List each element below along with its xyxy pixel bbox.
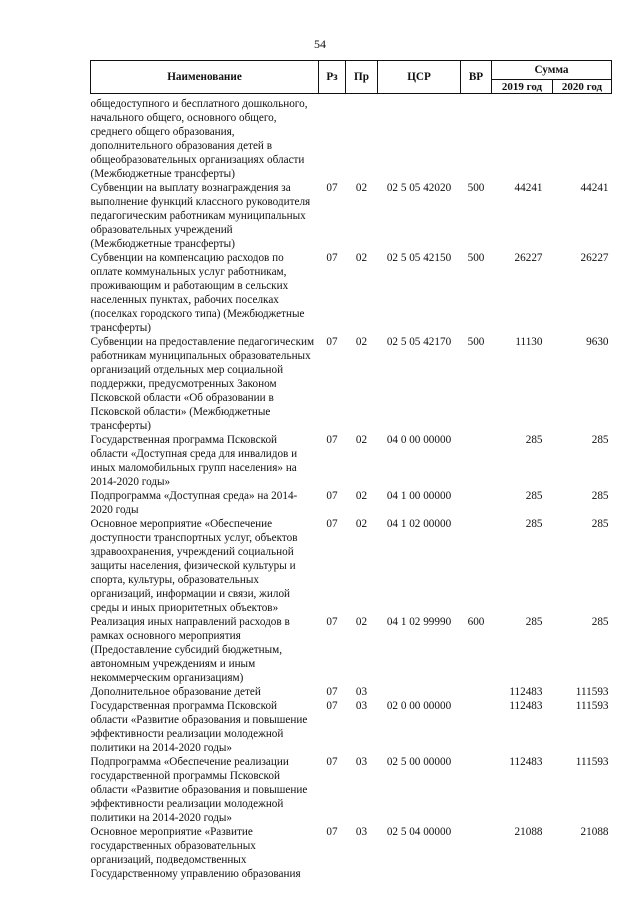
row-rz: 07 [326,756,338,768]
row-sum-2019: 11130 [515,336,543,348]
row-name: Подпрограмма «Обеспечение реализации государственной программы Псковской области «Развитие образования и повышение эффективности реализации молодежной политики на 2014-2020 годы» [90,756,308,824]
row-sum-2019 [492,94,553,182]
row-csr: 02 5 04 00000 [386,826,452,838]
row-vr [461,755,492,825]
header-csr: ЦСР [378,61,461,94]
row-sum-2020: 285 [591,490,609,502]
row-name: Субвенции на выплату вознаграждения за выполнение функций классного руководителя педагогическим работникам муниципальных образовательных учреждений (Межбюджетные трансферты) [90,182,311,250]
row-pr: 02 [355,518,368,530]
row-rz: 07 [326,700,338,712]
row-sum-2019: 112483 [509,700,543,712]
table-body [91,94,612,882]
row-rz: 07 [326,434,338,446]
row-sum-2020: 44241 [580,182,609,194]
row-sum-2019: 285 [525,490,543,502]
row-vr [461,685,492,699]
row-pr: 02 [355,434,368,446]
row-vr: 500 [467,336,485,348]
header-sum: Сумма [492,61,612,80]
row-name: Государственная программа Псковской области «Доступная среда для инвалидов и иных маломобильных групп населения» на 2014-2020 годы» [90,434,298,488]
row-pr: 02 [355,490,368,502]
page-number: 54 [314,37,326,51]
row-name: Субвенции на предоставление педагогическим работникам муниципальных образовательных организаций отдельных мер социальной поддержки, предусмотренных Законом Псковской области «Об образовании в Псковской области» (Межбюджетные трансферты) [90,336,315,432]
row-name: Основное мероприятие «Обеспечение доступности транспортных услуг, объектов здравоохранения, учреждений социальной защиты населения, физической культуры и спорта, культуры, образовательных организаций, информации и связи, жилой среды и иных приоритетных объектов» [90,518,298,614]
row-csr: 04 1 02 99990 [386,616,452,628]
row-sum-2020: 285 [591,616,609,628]
row-csr: 02 5 05 42170 [386,336,452,348]
row-vr [461,825,492,881]
row-rz: 07 [326,252,338,264]
row-vr: 500 [467,252,485,264]
table-row [91,517,612,615]
row-csr: 04 0 00 00000 [386,434,452,446]
table-row [91,335,612,433]
row-sum-2019: 112483 [509,686,543,698]
table-row [91,251,612,335]
row-rz [319,94,346,182]
row-sum-2020: 26227 [580,252,609,264]
header-2019: 2019 год [492,80,553,94]
row-sum-2020: 285 [591,518,609,530]
row-pr: 02 [355,182,368,194]
row-rz: 07 [326,616,338,628]
row-name: Субвенции на компенсацию расходов по оплате коммунальных услуг работникам, проживающим и работающим в сельских населенных пунктах, рабочих поселках (поселках городского типа) (Межбюджетные трансферты) [90,252,305,334]
row-csr: 02 5 05 42150 [386,252,452,264]
table-row [91,94,612,182]
row-pr: 03 [355,826,368,838]
row-vr [461,699,492,755]
row-sum-2020: 9630 [586,336,609,348]
row-rz: 07 [326,686,338,698]
row-vr [461,489,492,517]
row-csr: 04 1 02 00000 [386,518,452,530]
row-rz: 07 [326,826,338,838]
table-row [91,825,612,881]
header-pr: Пр [346,61,378,94]
table-row [91,489,612,517]
header-vr: ВР [461,61,492,94]
table-row [91,685,612,699]
row-rz: 07 [326,490,338,502]
row-pr: 03 [355,700,368,712]
row-csr [378,94,461,182]
row-pr: 02 [355,336,368,348]
header-name: Наименование [91,61,319,94]
row-sum-2020: 111593 [575,686,609,698]
row-name: Реализация иных направлений расходов в рамках основного мероприятия (Предоставление субсидий бюджетным, автономным учреждениям и иным некоммерческим организациям) [90,616,290,684]
row-sum-2019: 44241 [514,182,543,194]
row-sum-2020 [553,94,612,182]
row-csr [378,685,461,699]
row-sum-2019: 21088 [514,826,543,838]
table-row [91,755,612,825]
budget-table [90,60,612,881]
row-name: общедоступного и бесплатного дошкольного, начального общего, основного общего, среднего общего образования, дополнительного образования детей в общеобразовательных организациях области (Межбюджетные трансферты) [90,98,308,180]
table-row [91,181,612,251]
row-pr [346,94,378,182]
row-sum-2020: 111593 [575,700,609,712]
header-rz: Рз [319,61,346,94]
row-name: Подпрограмма «Доступная среда» на 2014-2020 годы [90,490,298,516]
row-sum-2019: 285 [525,616,543,628]
row-rz: 07 [326,518,338,530]
row-csr: 04 1 00 00000 [386,490,452,502]
row-csr: 02 5 00 00000 [386,756,452,768]
row-rz: 07 [326,336,338,348]
table-row [91,699,612,755]
row-vr [461,433,492,489]
row-vr [461,517,492,615]
row-vr [461,94,492,182]
row-csr: 02 0 00 00000 [386,700,452,712]
row-sum-2020: 285 [591,434,609,446]
row-name: Государственная программа Псковской области «Развитие образования и повышение эффективности реализации молодежной политики на 2014-2020 годы» [90,700,308,754]
row-csr: 02 5 05 42020 [386,182,452,194]
header-2020: 2020 год [553,80,612,94]
row-sum-2019: 285 [525,434,543,446]
row-pr: 03 [355,686,368,698]
row-pr: 02 [355,616,368,628]
row-vr: 500 [467,182,485,194]
row-vr: 600 [467,616,485,628]
row-sum-2019: 112483 [509,756,543,768]
row-name: Дополнительное образование детей [90,686,261,698]
row-pr: 02 [355,252,368,264]
row-sum-2019: 285 [525,518,543,530]
table-row [91,433,612,489]
row-sum-2020: 21088 [580,826,609,838]
row-sum-2019: 26227 [514,252,543,264]
row-name: Основное мероприятие «Развитие государственных образовательных организаций, подведомственных Государственному управлению образования [90,826,301,880]
row-rz: 07 [326,182,338,194]
table-row [91,615,612,685]
row-sum-2020: 111593 [575,756,609,768]
row-pr: 03 [355,756,368,768]
